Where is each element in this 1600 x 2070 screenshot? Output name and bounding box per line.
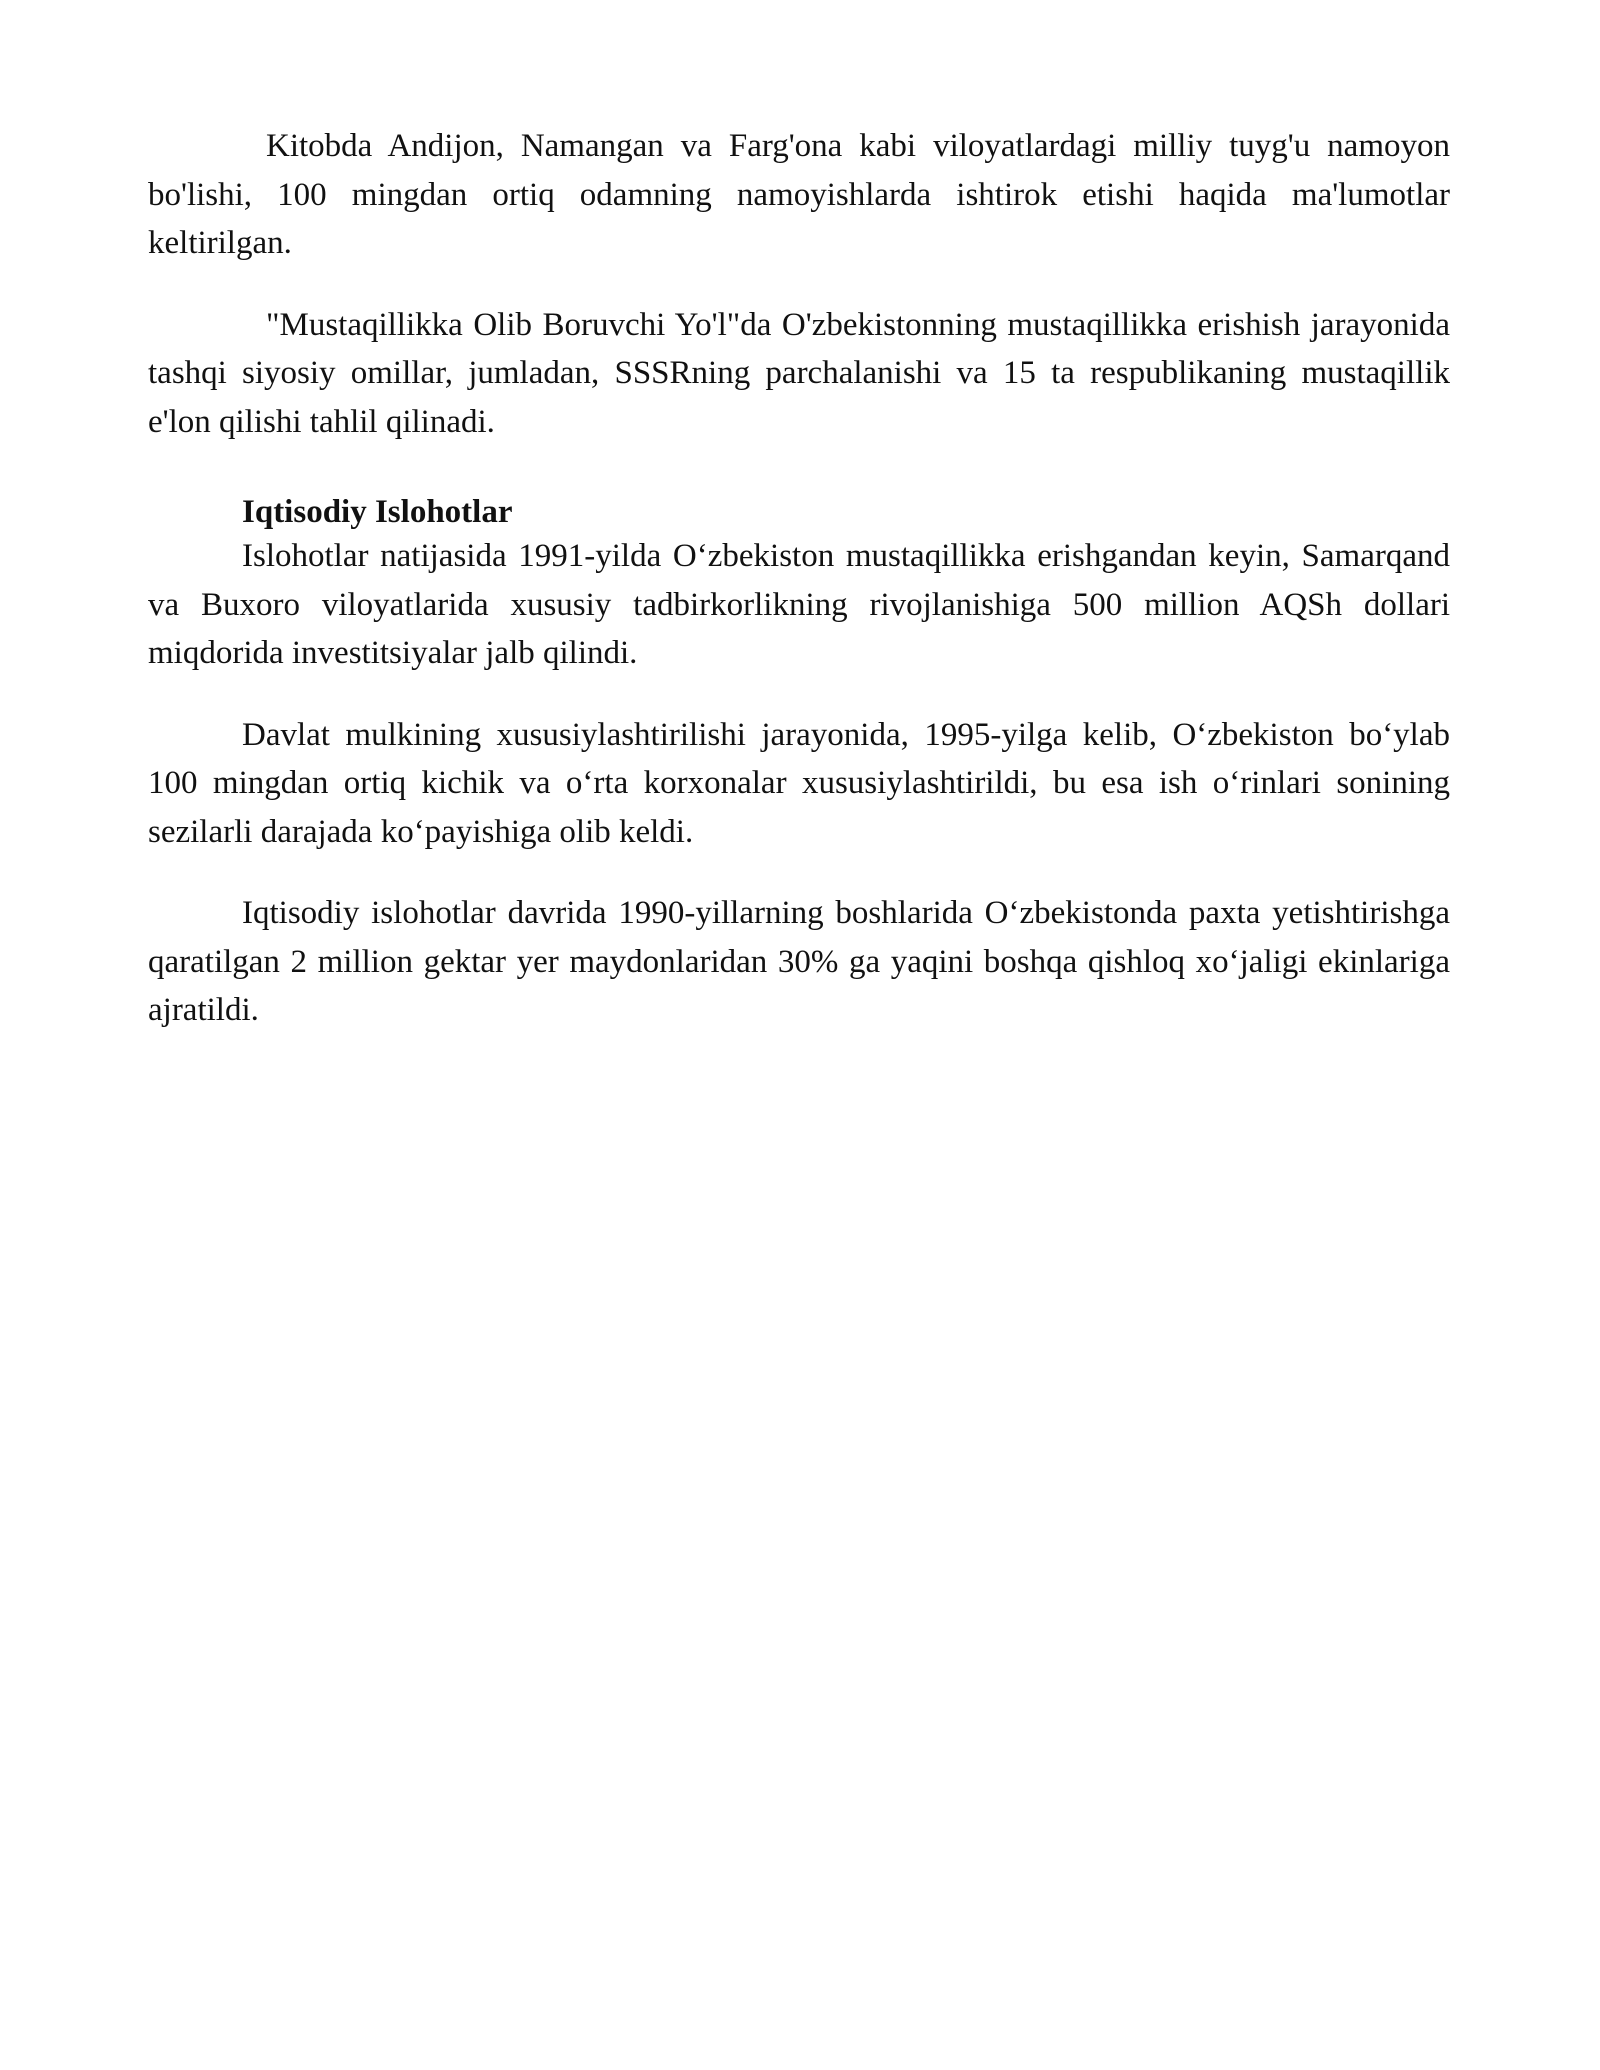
- paragraph-cotton-land: Iqtisodiy islohotlar davrida 1990-yillarning boshlarida O‘zbekistonda paxta yetishtirishga qaratilgan 2 million gektar yer maydonlaridan 30% ga yaqini boshqa qishloq xo‘jaligi ekinlariga ajratildi.: [148, 895, 1450, 1028]
- paragraph-national-sentiment: Kitobda Andijon, Namangan va Farg'ona kabi viloyatlardagi milliy tuyg'u namoyon bo'lishi, 100 mingdan ortiq odamning namoyishlarda ishtirok etishi haqida ma'lumotlar keltirilgan.: [148, 128, 1450, 261]
- paragraph-path-to-independence: "Mustaqillikka Olib Boruvchi Yo'l"da O'zbekistonning mustaqillikka erishish jarayonida tashqi siyosiy omillar, jumladan, SSSRning parchalanishi va 15 ta respublikaning mustaqillik e'lon qilishi tahlil qilinadi.: [148, 306, 1450, 440]
- paragraph-privatization: Davlat mulkining xususiylashtirilishi jarayonida, 1995-yilga kelib, O‘zbekiston bo‘ylab 100 mingdan ortiq kichik va o‘rta korxonalar xususiylashtirildi, bu esa ish o‘rinlari sonining sezilarli darajada ko‘payishiga olib keldi.: [148, 716, 1450, 850]
- paragraph-investments: Islohotlar natijasida 1991-yilda O‘zbekiston mustaqillikka erishgandan keyin, Samarqand va Buxoro viloyatlarida xususiy tadbirkorlikning rivojlanishiga 500 million AQSh dollari miqdorida investitsiyalar jalb qilindi.: [148, 538, 1450, 671]
- document-body: [148, 122, 1450, 1035]
- section-heading-economic-reforms: Iqtisodiy Islohotlar: [242, 494, 513, 530]
